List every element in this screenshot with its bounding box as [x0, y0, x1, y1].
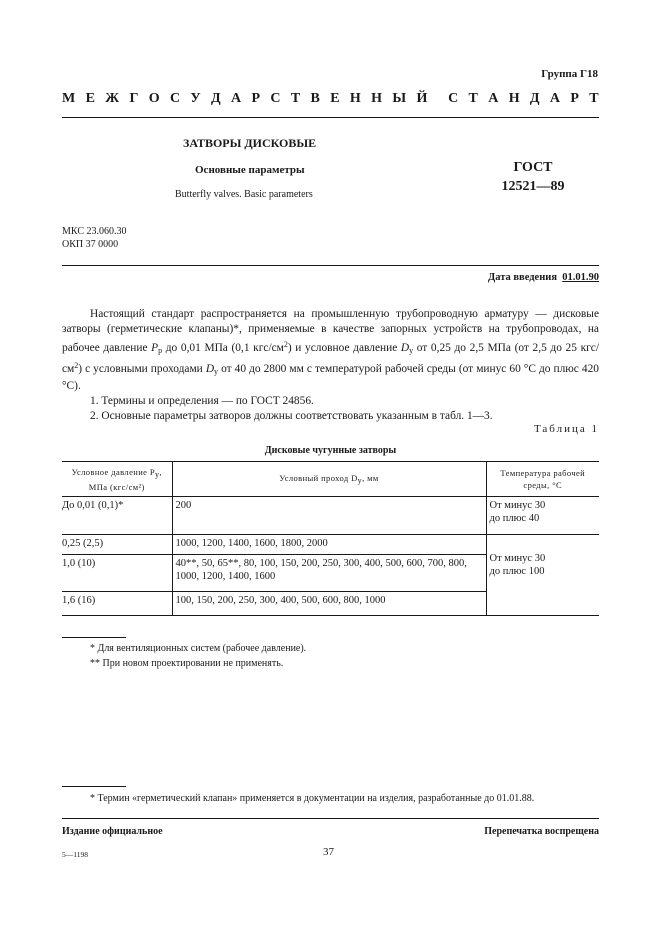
body-text — [62, 307, 599, 424]
banner-letter: Е — [330, 91, 340, 106]
pressure-cell: 1,6 (16) — [62, 592, 172, 616]
pressure-cell: 1,0 (10) — [62, 555, 172, 592]
header-pressure: Условное давление Pу, МПа (кгс/см²) — [62, 462, 172, 497]
banner-letter: Н — [371, 91, 383, 106]
reprint-label: Перепечатка воспрещена — [484, 826, 599, 837]
banner-letter: А — [488, 91, 499, 106]
banner-letter: А — [231, 91, 242, 106]
banner-letter: С — [448, 91, 459, 106]
note-item: * Для вентиляционных систем (рабочее давление). — [90, 643, 307, 654]
banner-letter: Г — [129, 91, 139, 106]
intro-date-label: Дата введения — [488, 272, 557, 283]
table-header-row — [62, 462, 599, 497]
header-temperature: Температура рабочей среды, °С — [486, 462, 599, 497]
edition-label: Издание официальное — [62, 826, 163, 837]
banner-rule — [62, 117, 599, 118]
table-number: Таблица 1 — [533, 423, 599, 435]
header-diameter: Условный проход Dу, мм — [172, 462, 486, 497]
banner-letter: Р — [570, 91, 579, 106]
banner-letter: Т — [290, 91, 301, 106]
standard-banner — [62, 91, 599, 107]
diameter-cell: 40**, 50, 65**, 80, 100, 150, 200, 250, 300, 400, 500, 600, 700, 800, 1000, 1200, 1400, 1600 — [172, 555, 486, 592]
diameter-cell: 200 — [172, 497, 486, 535]
classification-codes — [62, 225, 126, 251]
banner-letter: Т — [589, 91, 599, 106]
footer-rule — [62, 818, 599, 819]
mks-code: МКС 23.060.30 — [62, 226, 127, 237]
note-item: ** При новом проектировании не применять. — [90, 657, 284, 669]
table-row — [62, 497, 599, 535]
table-notes — [90, 642, 306, 671]
date-rule — [62, 265, 599, 266]
intro-date-value: 01.01.90 — [562, 272, 599, 283]
footnote-rule — [62, 786, 126, 787]
temperature-cell: От минус 30 до плюс 40 — [486, 497, 599, 535]
okp-code: ОКП 37 0000 — [62, 239, 119, 250]
order-number: 5—1198 — [62, 850, 88, 859]
page-number: 37 — [323, 846, 334, 858]
banner-letter: Е — [85, 91, 95, 106]
banner-letter: Ж — [105, 91, 120, 106]
intro-date — [488, 272, 599, 283]
banner-letter: М — [62, 91, 76, 106]
paragraph-terms: 1. Термины и определения — по ГОСТ 24856. — [90, 395, 314, 407]
banner-letter: В — [310, 91, 320, 106]
notes-rule — [62, 637, 126, 638]
banner-letter: Й — [416, 91, 428, 106]
banner-letter: У — [190, 91, 201, 106]
diameter-cell: 100, 150, 200, 250, 300, 400, 500, 600, 800, 1000 — [172, 592, 486, 616]
banner-letter: С — [270, 91, 281, 106]
banner-letter: Д — [211, 91, 221, 106]
banner-letter: Т — [468, 91, 478, 106]
english-title: Butterfly valves. Basic parameters — [175, 189, 313, 200]
paragraph-params: 2. Основные параметры затворов должны соответствовать указанным в табл. 1—3. — [90, 410, 493, 422]
gost-label: ГОСТ — [513, 160, 553, 175]
valves-table — [62, 461, 599, 616]
banner-letter: О — [148, 91, 160, 106]
footnote: * Термин «герметический клапан» применяется в документации на изделия, разработанные до 01.01.88. — [90, 793, 535, 804]
temperature-cell: От минус 30 до плюс 100 — [486, 535, 599, 616]
table-row — [62, 535, 599, 555]
banner-letter: Н — [349, 91, 361, 106]
banner-letter: А — [549, 91, 561, 106]
table-caption: Дисковые чугунные затворы — [264, 445, 397, 456]
banner-letter: Ы — [392, 91, 407, 106]
pressure-cell: 0,25 (2,5) — [62, 535, 172, 555]
group-code: Группа Г18 — [541, 68, 598, 80]
banner-letter: Н — [508, 91, 520, 106]
gost-id — [498, 158, 568, 196]
document-subtitle: Основные параметры — [195, 164, 305, 176]
pressure-cell: До 0,01 (0,1)* — [62, 497, 172, 535]
gost-number: 12521—89 — [501, 179, 565, 194]
document-title: ЗАТВОРЫ ДИСКОВЫЕ — [183, 136, 317, 150]
banner-letter: Д — [529, 91, 540, 106]
paragraph-scope: Настоящий стандарт распространяется на промышленную трубопроводную арматуру — дисковые затворы (герметические клапаны)*, применяемые в качестве запорных устройств на трубопроводах, на рабочее давление $P_р$ до 0,01 МПа (0,1 кгс/$см^2$) и условное давление $D_у$ от 0,25 до 2,5 МПа (от 2,5 до 25 кгс/$см^2$) с условными проходами $D_у$ от 40 до 2800 мм с температурой рабочей среды (от минус 60 °С до плюс 420 °С). — [62, 308, 599, 392]
banner-letter: С — [169, 91, 181, 106]
banner-letter: Р — [251, 91, 261, 106]
diameter-cell: 1000, 1200, 1400, 1600, 1800, 2000 — [172, 535, 486, 555]
